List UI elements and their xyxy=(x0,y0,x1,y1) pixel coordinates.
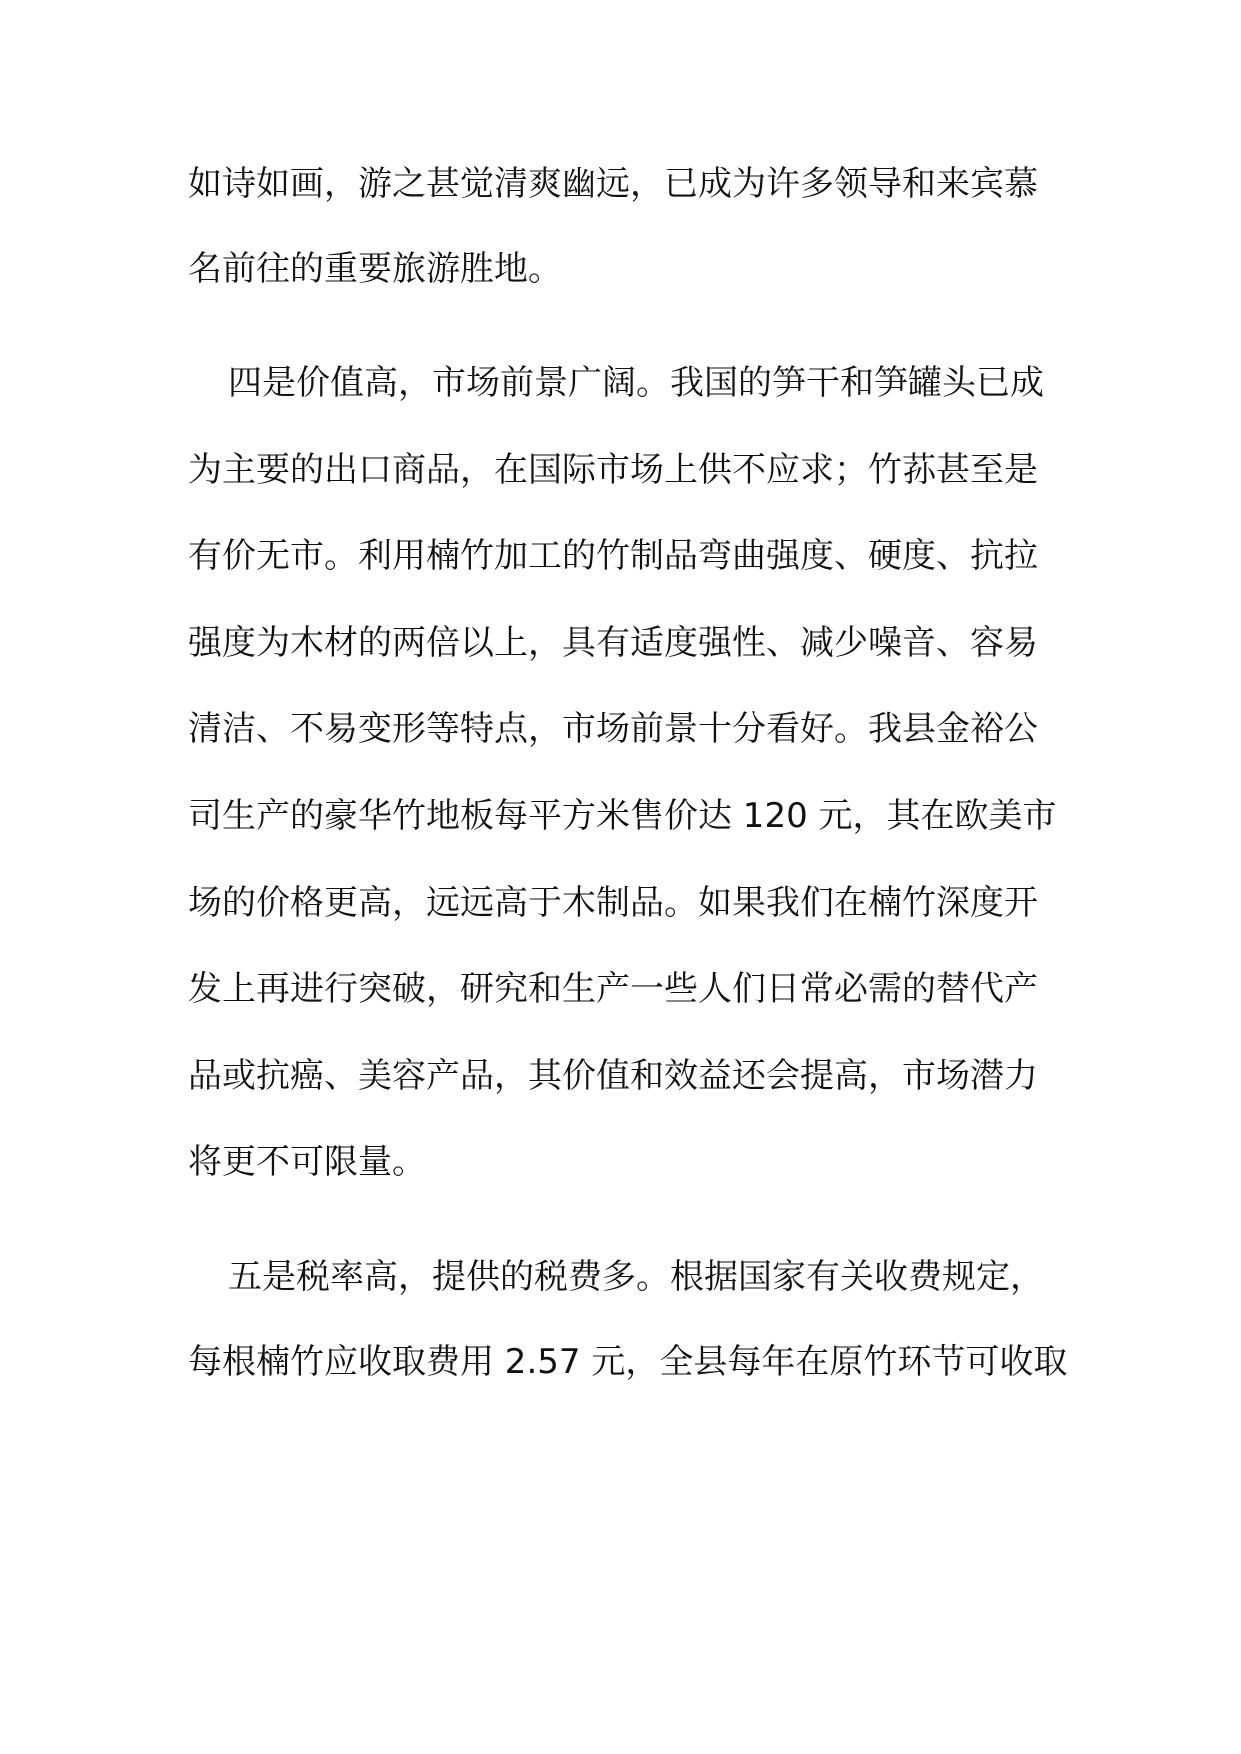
paragraph-2-line-10: 将更不可限量。 xyxy=(188,1142,426,1182)
paragraph-3-line-2: 每根楠竹应收取费用 2.57 元，全县每年在原竹环节可收取 xyxy=(188,1342,1068,1382)
paragraph-1-line-2: 名前往的重要旅游胜地。 xyxy=(188,249,562,289)
paragraph-2-line-9: 品或抗癌、美容产品，其价值和效益还会提高，市场潜力 xyxy=(188,1056,1038,1096)
paragraph-2-line-1: 四是价值高，市场前景广阔。我国的笋干和笋罐头已成 xyxy=(228,363,1044,403)
paragraph-2-line-3: 有价无市。利用楠竹加工的竹制品弯曲强度、硬度、抗拉 xyxy=(188,536,1038,576)
paragraph-2-line-7: 场的价格更高，远远高于木制品。如果我们在楠竹深度开 xyxy=(188,883,1038,923)
paragraph-2-line-2: 为主要的出口商品，在国际市场上供不应求；竹荪甚至是 xyxy=(188,450,1038,490)
paragraph-2-line-6: 司生产的豪华竹地板每平方米售价达 120 元，其在欧美市 xyxy=(188,796,1057,836)
paragraph-2-line-4: 强度为木材的两倍以上，具有适度强性、减少噪音、容易 xyxy=(188,623,1038,663)
paragraph-2-line-8: 发上再进行突破，研究和生产一些人们日常必需的替代产 xyxy=(188,969,1038,1009)
paragraph-3-line-1: 五是税率高，提供的税费多。根据国家有关收费规定， xyxy=(228,1257,1044,1297)
paragraph-2-line-5: 清洁、不易变形等特点，市场前景十分看好。我县金裕公 xyxy=(188,709,1038,749)
paragraph-1-line-1: 如诗如画，游之甚觉清爽幽远，已成为许多领导和来宾慕 xyxy=(188,164,1038,204)
